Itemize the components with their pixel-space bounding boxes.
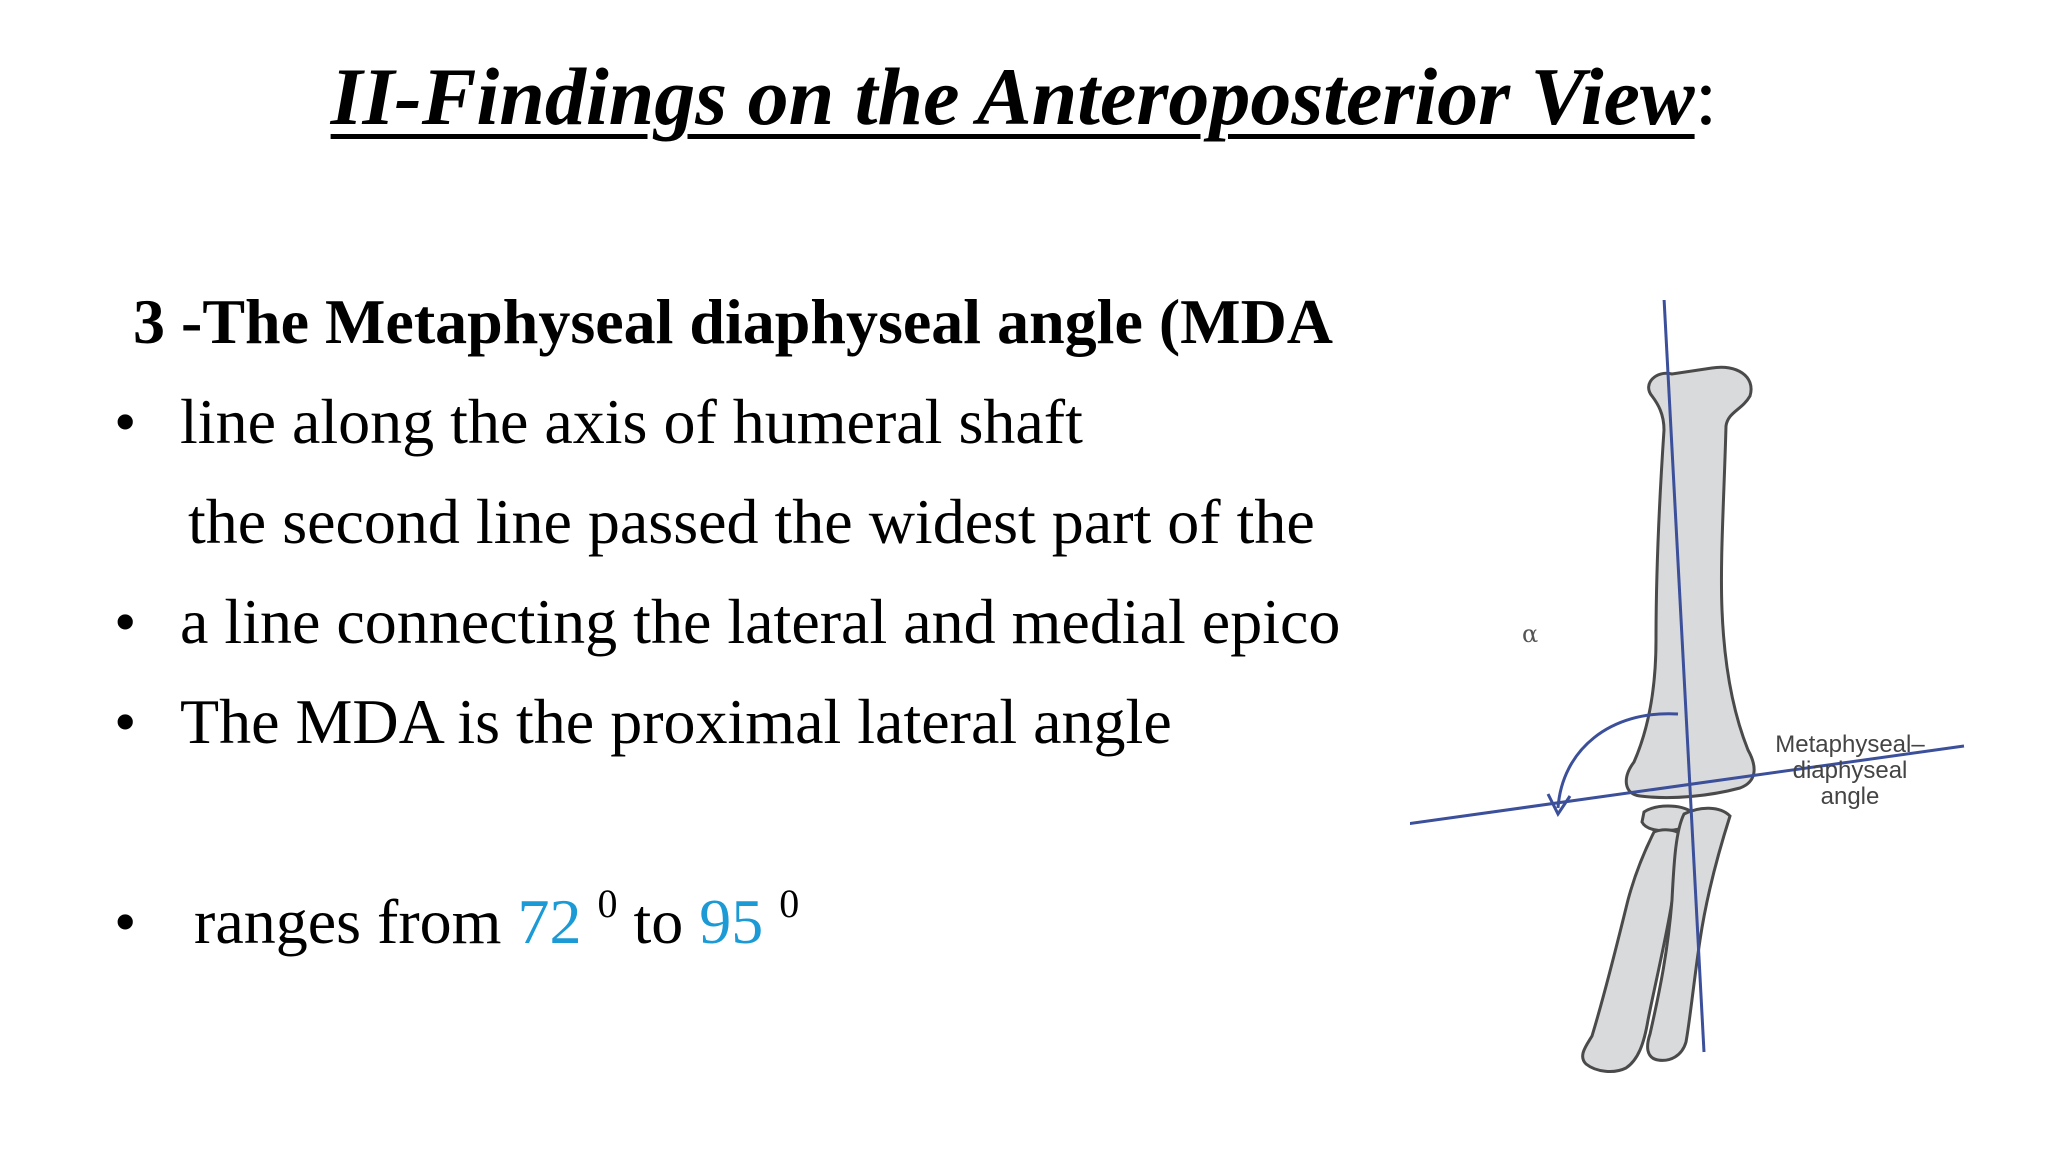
figure-label-line: angle [1820, 783, 1880, 810]
content-textbox [0, 270, 1425, 990]
range-high-degree: 0 [779, 881, 800, 926]
figure-label-line: diaphyseal [1792, 757, 1908, 784]
range-low-value: 72 [517, 886, 582, 957]
section-heading: 3 -The Metaphyseal diaphyseal angle (MDA [133, 286, 1333, 357]
bullet-marker: • [114, 386, 137, 457]
elbow-diagram [1410, 300, 2010, 1080]
range-low-degree: 0 [597, 881, 618, 926]
slide-title-colon: : [1694, 51, 1718, 142]
bullet-marker: • [114, 586, 137, 657]
slide-title-text: II-Findings on the Anteroposterior View [330, 51, 1695, 142]
range-high-value: 95 [699, 886, 764, 957]
mda-figure-label [1750, 732, 1950, 810]
slide-title [0, 42, 2048, 152]
bullet-marker: • [114, 686, 137, 757]
bullet-mda-definition: The MDA is the proximal lateral angle [180, 686, 1172, 757]
bullet-humeral-shaft: line along the axis of humeral shaft [180, 386, 1083, 457]
elbow-diagram-svg [1410, 300, 2010, 1080]
figure-label-line: Metaphyseal– [1775, 731, 1925, 758]
range-middle: to [633, 886, 684, 957]
range-prefix: ranges from [194, 886, 502, 957]
subline-second-line: the second line passed the widest part of the [188, 486, 1315, 557]
bullet-range [194, 882, 799, 970]
bullet-epicondyle-line: a line connecting the lateral and medial epico [180, 586, 1341, 657]
bullet-marker: • [114, 886, 137, 957]
humerus-bone [1626, 367, 1754, 797]
angle-alpha-label: α [1522, 620, 1539, 648]
